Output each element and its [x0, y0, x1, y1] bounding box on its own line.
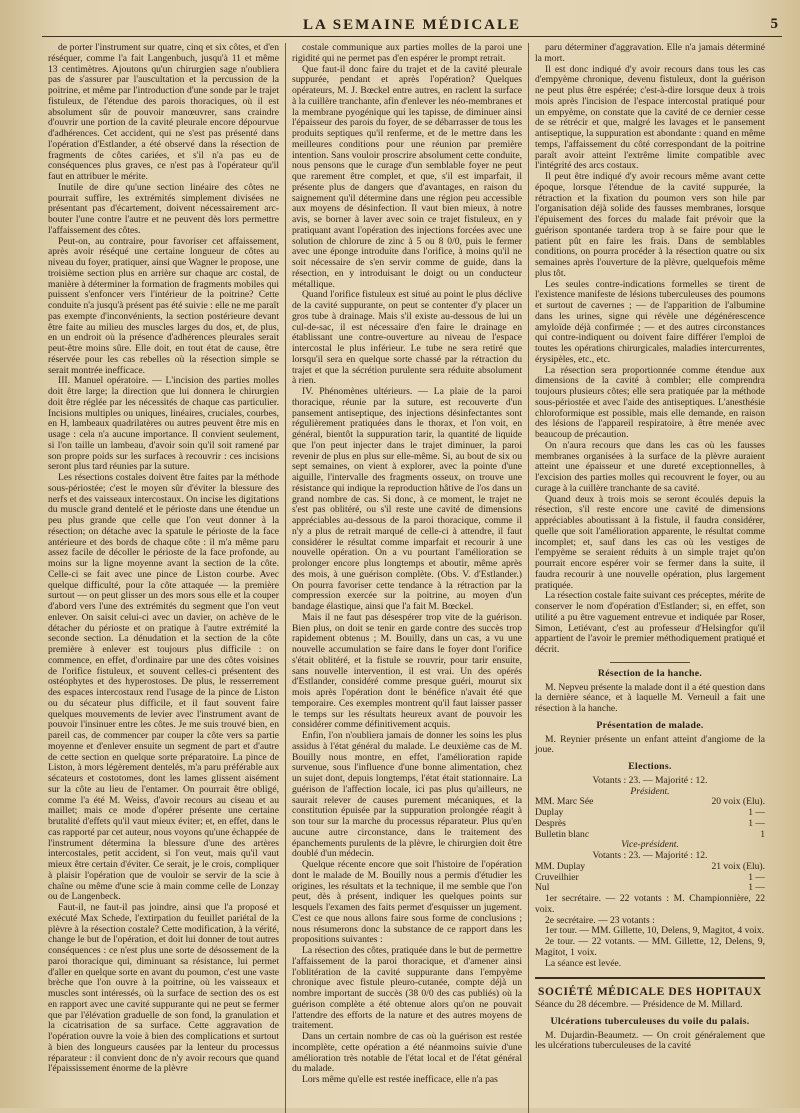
- column-1: [42, 43, 285, 1113]
- president-label: Président.: [630, 785, 670, 797]
- presentation-heading: Présentation de malade.: [596, 719, 704, 731]
- candidate-votes: 1 —: [748, 807, 765, 818]
- page-number: 5: [770, 16, 778, 32]
- vote-row: [535, 819, 765, 830]
- president-results: [535, 797, 765, 840]
- candidate-name: MM. Marc Sée: [535, 796, 594, 808]
- column-2: [285, 43, 528, 1113]
- divider: [610, 662, 690, 663]
- paragraph: Peut-on, au contraire, pour favoriser cet affaissement, après avoir réséqué une certaine longueur de côtes au niveau du foyer, pratiquer, ainsi que Wagner le propose, une troisième section plus en arrière sur chaque arc costal, de manière à déterminer la formation de fragments mobiles qui puissent s'enfoncer vers l'intérieur de la poitrine? Cette conduite n'a jusqu'à présent pas été suivie : elle ne me paraît pas exempte d'inconvénients, la section postérieure devant être faite au milieu des muscles larges du dos, et, de plus, en un endroit où la présence d'adhérences pleurales serait peut-être moins sûre. Elle doit, en tout état de cause, être réservée pour les cas rebelles où la résection simple se serait montrée inefficace.: [48, 235, 279, 376]
- society-subheading: Ulcérations tuberculeuses du voile du palais.: [550, 1015, 750, 1027]
- paragraph: Que faut-il donc faire du trajet et de la cavité pleurale suppurée, pendant et après l'opération? Quelques opérateurs, M. J. Bœckel entre autres, en raclent la surface à la cuillère tranchante, afin d'enlever les néo-membranes et la membrane pyogénique qui les tapisse, de diminuer ainsi l'épaisseur des parois du foyer, de se débarrasser de tous les produits septiques qu'il renferme, et de le mettre dans les meilleures conditions pour une réunion par première intention. Sans vouloir proscrire absolument cette conduite, nous pensons que le curage d'un semblable foyer ne peut que rarement être complet, et que, s'il est imparfait, il présente plus de dangers que d'avantages, en raison du saignement qu'il détermine dans une région peu accessible aux moyens de désinfection. Il vaut bien mieux, à notre avis, se borner à laver avec soin ce trajet fistuleux, en y pratiquant avant l'opération des injections forcées avec une solution de chlorure de zinc à 5 ou 8 0/0, puis le fermer avec une éponge introduite dans l'orifice, à moins qu'il ne soit nécessaire de s'en servir comme de guide, dans la résection, en y introduisant le doigt ou un conducteur métallique.: [292, 63, 522, 290]
- presentation-text: M. Reynier présente un enfant atteint d'angiome de la joue.: [535, 733, 765, 756]
- society-session: Séance du 28 décembre. — Présidence de M. Millard.: [535, 999, 743, 1010]
- vote-row: [535, 873, 765, 884]
- paragraph: Faut-il, ne faut-il pas joindre, ainsi que l'a proposé et exécuté Max Schede, l'extirpation du feuillet pariétal de la plèvre à la résection costale? Cette modification, à la vérité, change le but de l'opération, et doit lui donner de tout autres conséquences : ce n'est plus une sorte de désossement de la paroi thoracique qui, diminuant sa résistance, lui permet d'aller en quelque sorte en avant du poumon, c'est une vaste brèche que l'on ouvre à la poitrine, où les vaisseaux et muscles sont intéressés, où la surface de section des os est en rapport avec une cavité suppurante qui ne peut se fermer que par l'élévation graduelle de son fond, la granulation et la cicatrisation de sa surface. Cette aggravation de l'opération ouvre la voie à bien des complications et surtout à bien des longueurs causées par la lenteur du processus réparateur : il convient donc de n'y avoir recours que quand l'épaississement énorme de la plèvre: [48, 902, 279, 1075]
- page-header: [42, 14, 782, 37]
- vote-row: [535, 808, 765, 819]
- paragraph: de porter l'instrument sur quatre, cinq et six côtes, et d'en réséquer, comme l'a fait Langenbuch, jusqu'à 11 et même 13 centimètres. Ajoutons qu'un chirurgien sage n'oubliera pas de s'assurer par l'auscultation et la percussion de la poitrine, et même par l'introduction d'une sonde par le trajet fistuleux, de l'étendue des parois thoraciques, où il est absolument sûr de pouvoir manœuvrer, sans craindre d'ouvrir une portion de la cavité pleurale encore dépourvue d'adhérences. Cet accident, qui ne s'est pas présenté dans l'opération d'Estlander, a été observé dans la résection de fragments de côtes cariées, et s'il n'a pas eu de conséquences plus graves, ce n'est pas à l'opérateur qu'il faut en attribuer le mérite.: [48, 43, 279, 182]
- paragraph: paru déterminer d'aggravation. Elle n'a jamais déterminé la mort.: [535, 43, 765, 64]
- paragraph: Dans un certain nombre de cas où la guérison est restée incomplète, cette opération a été néanmoins suivie d'une amélioration très notable de l'état local et de l'état général du malade.: [292, 1031, 522, 1075]
- paragraph: III. Manuel opératoire. — L'incision des parties molles doit être large; la direction que lui donnera le chirurgien doit être réglée par les nécessités de chaque cas particulier. Incisions multiples ou uniques, linéaires, cruciales, courbes, en H, lambeaux quadrilatères ou autres peuvent être mis en usage : cela n'a aucune importance. Il convient seulement, si l'on taille un lambeau, d'avoir soin qu'il soit ramené par son propre poids sur les surfaces à recouvrir : ces incisions seront plus tard réunies par la suture.: [48, 375, 279, 473]
- candidate-name: MM. Duplay: [535, 860, 586, 872]
- paragraph: IV. Phénomènes ultérieurs. — La plaie de la paroi thoracique, réunie par la suture, est recouverte d'un pansement antiseptique, des injections désinfectantes sont régulièrement pratiquées dans le thorax, et l'on voit, en général, bientôt la suppuration tarir, la quantité de liquide que l'on peut injecter dans le trajet diminuer, la paroi revenir de plus en plus sur elle-même. Si, au bout de six ou sept semaines, on vient à explorer, avec la pointe d'une aiguille, l'intervalle des fragments osseux, on trouve une résistance qui indique la reproduction hâtive de l'os dans un grand nombre de cas. Si donc, à ce moment, le trajet ne s'est pas oblitéré, ou s'il reste une cavité de dimensions appréciables au-dessous de la paroi thoracique, comme il n'y a plus de retrait marqué de celle-ci à attendre, il faut considérer le résultat comme imparfait et recourir à une nouvelle opération. On a vu pourtant l'amélioration se prolonger encore plus longtemps et aboutir, même après des mois, à une guérison complète. (Obs. V. d'Estlander.) On pourra favoriser cette tendance à la rétraction par la compression exercée sur la poitrine, au moyen d'un bandage élastique, ainsi que l'a fait M. Bœckel.: [292, 386, 522, 612]
- secretary-line: 1er secrétaire. — 22 votants : M. Championnière, 22 voix.: [535, 893, 765, 915]
- paragraph: Mais il ne faut pas désespérer trop vite de la guérison. Bien plus, on doit se tenir en garde contre des succès trop rapidement obtenus ; M. Bouilly, dans un cas, a vu une nouvelle accumulation se faire dans le foyer dont l'orifice s'était oblitéré, et la fistule se rouvrir, pour tarir ensuite, sans nouvelle intervention, il est vrai. Un des opérés d'Estlander, considéré comme presque guéri, mourut six mois après l'opération dont le bénéfice n'avait été que temporaire. Ces exemples montrent qu'il faut laisser passer le temps sur les résultats heureux avant de pouvoir les considérer comme définitivement acquis.: [292, 611, 522, 731]
- column-3-paragraphs: [535, 43, 765, 656]
- secretary-line: 2e secrétaire. — 23 votants :: [545, 914, 655, 926]
- columns: [42, 43, 782, 1113]
- candidate-name: Desprès: [535, 817, 566, 829]
- paragraph: La résection sera proportionnée comme étendue aux dimensions de la cavité à combler; elle comprendra toujours plusieurs côtes; elle sera pratiquée par la méthode sous-périostée et avec l'aide des antiseptiques. L'anesthésie chloroformique est possible, mais elle demande, en raison des lésions de l'appareil respiratoire, à être menée avec beaucoup de précaution.: [535, 364, 765, 440]
- paragraph: Il peut être indiqué d'y avoir recours même avant cette époque, lorsque l'étendue de la cavité suppurée, la rétraction et la fixation du poumon vers son hile par l'organisation déjà solide des fausses membranes, lorsque l'épuisement des forces du malade fait prévoir que la guérison spontanée tardera trop à se faire pour que le patient pût en faire les frais. Dans de semblables conditions, on pourra procéder à la résection quatre ou six semaines après l'ouverture de la plèvre, quelquefois même plus tôt.: [535, 171, 765, 279]
- votants-vice: Votants : 23. — Majorité : 12.: [592, 850, 708, 861]
- paragraph: Enfin, l'on n'oubliera jamais de donner les soins les plus assidus à l'état général du malade. Le deuxième cas de M. Bouilly nous montre, en effet, l'amélioration rapide survenue, sous l'influence d'une bonne alimentation, chez un sujet dont, depuis longtemps, l'état était stationnaire. La guérison de l'affection locale, ici pas plus qu'ailleurs, ne saurait relever de causes purement mécaniques, et la constitution épuisée par la suppuration prolongée réagit à son tour sur la marche du processus réparateur. Plus qu'en aucune autre circonstance, dans le traitement des épanchements purulents de la plèvre, le chirurgien doit être doublé d'un médecin.: [292, 730, 522, 860]
- resection-heading: Résection de la hanche.: [597, 667, 703, 679]
- candidate-name: Cruveilhier: [535, 871, 579, 883]
- elections-heading: Elections.: [628, 761, 672, 772]
- paragraph: La résection des côtes, pratiquée dans le but de permettre l'affaissement de la paroi thoracique, et d'amener ainsi l'oblitération de la cavité suppurante dans l'empyème chronique avec fistule pleuro-cutanée, compte déjà un nombre important de succès (38 0/0 des cas publiés) où la guérison complète a été obtenue alors qu'on ne pouvait l'attendre des efforts de la nature et des autres moyens de traitement.: [292, 945, 522, 1032]
- vote-row: [535, 797, 765, 808]
- society-title: SOCIÉTÉ MÉDICALE DES HOPITAUX: [535, 977, 765, 998]
- secretary-line: 1er tour. — MM. Gillette, 10, Delens, 9, Magitot, 4 voix.: [545, 925, 765, 937]
- candidate-votes: 1 —: [748, 817, 765, 829]
- secretary-line: La séance est levée.: [545, 957, 622, 969]
- candidate-name: Duplay: [535, 807, 564, 818]
- candidate-votes: 1 —: [748, 882, 765, 894]
- paragraph: La résection costale faite suivant ces préceptes, mérite de conserver le nom d'opération d'Estlander; si, en effet, son utilité a pu être vaguement entrevue et indiquée par Roser, Simon, Letiévant, c'est au professeur d'Helsingfor qu'il appartient de l'avoir le premier méthodiquement pratiqué et décrit.: [535, 590, 765, 655]
- candidate-votes: 21 voix (Elu).: [711, 860, 765, 872]
- secretary-line: 2e tour. — 22 votants. — MM. Gillette, 12, Delens, 9, Magitot, 1 voix.: [535, 936, 765, 958]
- paragraph: On n'aura recours que dans les cas où les fausses membranes organisées à la surface de la plèvre auraient atteint une épaisseur et une dureté exceptionnelles, à l'excision des parties molles qui recouvrent le foyer, ou au curage à la cuillère tranchante de sa cavité.: [535, 439, 765, 494]
- paragraph: Quand l'orifice fistuleux est situé au point le plus déclive de la cavité suppurante, on peut se contenter d'y placer un gros tube à drainage. Mais s'il existe au-dessous de lui un cul-de-sac, il est nécessaire d'en faire le drainage en établissant une contre-ouverture au niveau de l'espace intercostal le plus inférieur. Le tube ne sera retiré que lorsqu'il sera en quelque sorte chassé par la rétraction du trajet et que la sécrétion purulente sera réduite absolument à rien.: [292, 289, 522, 387]
- votants-president: Votants : 23. — Majorité : 12.: [592, 774, 708, 786]
- paragraph: Il est donc indiqué d'y avoir recours dans tous les cas d'empyème chronique, devenu fistuleux, dont la guérison ne peut plus être espérée; c'est-à-dire lorsque deux à trois mois après l'incision de l'espace intercostal pratiqué pour un empyème, on constate que la cavité de ce dernier cesse de se rétrécir et que, malgré les lavages et le pansement antiseptique, la suppuration est abondante : quand en même temps, l'affaissement du côté correspondant de la poitrine paraît avoir atteint l'extrême limite compatible avec l'intégrité des arcs costaux.: [535, 63, 765, 172]
- candidate-name: Bulletin blanc: [535, 828, 590, 840]
- vice-president-results: [535, 862, 765, 894]
- candidate-votes: 1: [760, 828, 765, 840]
- resection-text: M. Nepveu présente la malade dont il a été question dans la dernière séance, et à laquelle M. Verneuil a fait une résection à la hanche.: [535, 681, 765, 714]
- paragraph: Quelque récente encore que soit l'histoire de l'opération dont le malade de M. Bouilly nous a permis d'étudier les origines, les résultats et la technique, il me semble que l'on peut, dès à présent, indiquer les quelques points sur lesquels l'examen des faits permet d'esquisser un jugement. C'est ce que nous allons faire sous forme de conclusions ; nous résumerons donc la substance de ce rapport dans les propositions suivantes :: [292, 859, 522, 946]
- candidate-votes: 1 —: [748, 871, 765, 883]
- society-text: M. Dujardin-Beaumetz. — On croit généralement que les ulcérations tuberculeuses de la cavité: [535, 1029, 765, 1052]
- journal-title: LA SEMAINE MÉDICALE: [302, 16, 522, 33]
- candidate-votes: 20 voix (Elu).: [711, 796, 765, 808]
- paragraph: costale communique aux parties molles de la paroi une rigidité qui ne permet pas d'en espérer le prompt retrait.: [292, 43, 522, 64]
- paragraph: Lors même qu'elle est restée inefficace, elle n'a pas: [302, 1074, 498, 1085]
- secretary-results: [535, 894, 765, 969]
- paragraph: Inutile de dire qu'une section linéaire des côtes ne pourrait suffire, les extrémités simplement divisées ne présentant pas d'écartement, doivent nécessairement arc-bouter l'une contre l'autre et ne peuvent dès lors permettre l'affaissement des côtes.: [48, 181, 279, 236]
- column-3: [528, 43, 771, 1113]
- paragraph: Les seules contre-indications formelles se tirent de l'existence manifeste de lésions tuberculeuses des poumons et surtout de cavernes ; — de l'apparition de l'albumine dans les urines, signe qui révèle une dégénérescence amyloïde déjà confirmée ; — et des autres circonstances qui contre-indiquent ou doivent faire différer l'emploi de toutes les opérations chirurgicales, maladies intercurrentes, érysipèles, etc., etc.: [535, 278, 765, 365]
- paragraph: Les résections costales doivent être faites par la méthode sous-périostée; c'est le moyen sûr d'éviter la blessure des nerfs et des vaisseaux intercostaux. On incise les digitations du muscle grand dentelé et le périoste dans une étendue un peu plus grande que celle que l'on veut donner à la résection; on détache avec la spatule le périoste de la face antérieure et des bords de chaque côte : il m'a même paru assez facile de décoller le périoste de la face profonde, au moins sur la ligne moyenne avant la section de la côte. Celle-ci se fait avec une pince de Liston courbe. Avec quelque difficulté, pour la côte attaquée — la première surtout — on peut glisser un des mors sous elle et la couper d'abord vers l'une des extrémités du segment que l'on veut enlever. On saisit celui-ci avec un davier, on achève de le détacher du périoste et on pratique à l'autre extrémité la seconde section. La dénudation et la section de la côte première à enlever est toujours plus difficile : on commence, en effet, d'ordinaire par une des côtes voisines de l'orifice fistuleux, et souvent celles-ci présentent des ostéophytes et des hyperostoses. De plus, le resserrement des espaces intercostaux rend l'usage de la pince de Liston ou du sécateur plus difficile, et il faut souvent faire quelques mouvements de levier avec l'instrument avant de pouvoir l'insinuer entre les côtes. Je me suis trouvé bien, en pareil cas, de commencer par couper la côte vers sa partie moyenne et d'enlever ensuite un segment de part et d'autre de cette section en quelque sorte préparatoire. La pince de Liston, à mors légèrement dentelés, m'a paru préférable aux sécateurs et costotomes, dont les lames glissent aisément sur la côte au lieu de l'entamer. On pourrait être obligé, comme l'a été M. Weiss, d'avoir recours au ciseau et au maillet; mais ce mode d'opérer présente une certaine brutalité d'effets qu'il vaut mieux éviter; et, en effet, dans le cas rapporté par cet auteur, nous voyons qu'une échappée de l'instrument détermina la blessure d'une des artères intercostales, petit accident, si l'on veut, mais qu'il vaut mieux être certain d'éviter. Ce serait, je le crois, compliquer à plaisir l'opération que de vouloir se servir de la scie à chaîne ou même d'une scie à main comme celle de Lonzay ou de Langenbeck.: [48, 472, 279, 903]
- candidate-name: Nul: [535, 882, 550, 894]
- vice-president-label: Vice-président.: [621, 839, 679, 851]
- vote-row: [535, 862, 765, 873]
- paragraph: Quand deux à trois mois se seront écoulés depuis la résection, s'il reste encore une cavité de dimensions appréciables aboutissant à la fistule, il faudra considérer, quelle que soit l'amélioration apparente, le résultat comme incomplet; et, sauf dans les cas où les vestiges de l'empyème se seraient réduits à un simple trajet qu'on pourrait encore espérer voir se fermer dans la suite, il faudra recourir à une nouvelle opération, plus largement pratiquée.: [535, 493, 765, 591]
